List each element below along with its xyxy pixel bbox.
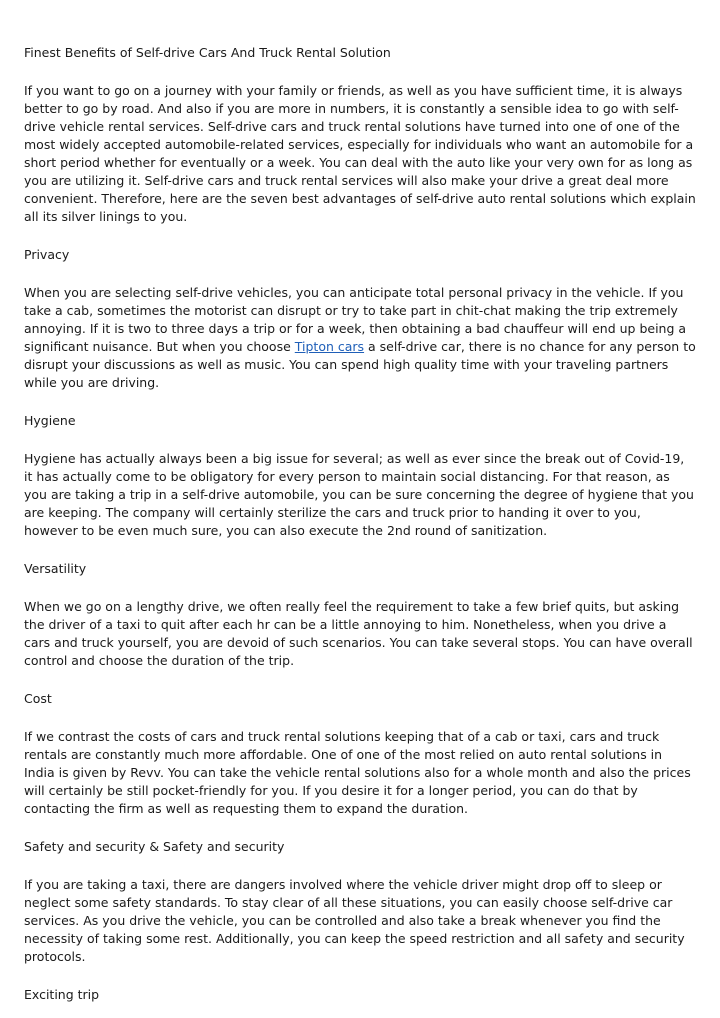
intro-paragraph: If you want to go on a journey with your family or friends, as well as you have sufficient time, it is always better to go by road. And also if you are more in numbers, it is constantly a sensible idea to go with self-drive vehicle rental services. Self-drive cars and truck rental solutions have turned into one of one of the most widely accepted automobile-related services, especially for individuals who want an automobile for a short period whether for eventually or a week. You can deal with the auto like your very own for as long as you are utilizing it. Self-drive cars and truck rental services will also make your drive a great deal more convenient. Therefore, here are the seven best advantages of self-drive auto rental solutions which explain all its silver linings to you. — [24, 83, 696, 224]
section-heading-hygiene: Hygiene — [24, 413, 76, 428]
document-title: Finest Benefits of Self-drive Cars And Truck Rental Solution — [24, 45, 391, 60]
section-heading-privacy: Privacy — [24, 247, 70, 262]
section-heading-safety: Safety and security & Safety and security — [24, 839, 285, 854]
privacy-text-before-link: When you are selecting self-drive vehicles, you can anticipate total personal privacy in the vehicle. If you take a cab, sometimes the motorist can disrupt or try to take part in chit-chat making the trip extremely annoying. If it is two to three days a trip or for a week, then obtaining a bad chauffeur will end up being a significant nuisance. But when you choose — [24, 285, 687, 354]
section-heading-cost: Cost — [24, 691, 52, 706]
safety-paragraph: If you are taking a taxi, there are dangers involved where the vehicle driver might drop off to sleep or neglect some safety standards. To stay clear of all these situations, you can easily choose self-drive car services. As you drive the vehicle, you can be controlled and also take a break whenever you find the necessity of taking some rest. Additionally, you can keep the speed restriction and all safety and security protocols. — [24, 877, 685, 964]
section-heading-versatility: Versatility — [24, 561, 87, 576]
tipton-cars-link[interactable]: Tipton cars — [294, 339, 365, 354]
hygiene-paragraph: Hygiene has actually always been a big issue for several; as well as ever since the break out of Covid-19, it has actually come to be obligatory for every person to maintain social distancing. For that reason, as you are taking a trip in a self-drive automobile, you can be sure concerning the degree of hygiene that you are keeping. The company will certainly sterilize the cars and truck prior to handing it over to you, however to be even much sure, you can also execute the 2nd round of sanitization. — [24, 451, 694, 538]
privacy-paragraph — [24, 284, 696, 392]
versatility-paragraph: When we go on a lengthy drive, we often really feel the requirement to take a few brief quits, but asking the driver of a taxi to quit after each hr can be a little annoying to him. Nonetheless, when you drive a cars and truck yourself, you are devoid of such scenarios. You can take several stops. You can have overall control and choose the duration of the trip. — [24, 599, 693, 668]
privacy-text-after-link: a self-drive car, there is no chance for any person to disrupt your discussions as well as music. You can spend high quality time with your traveling partners while you are driving. — [24, 339, 696, 390]
cost-paragraph: If we contrast the costs of cars and truck rental solutions keeping that of a cab or taxi, cars and truck rentals are constantly much more affordable. One of one of the most relied on auto rental solutions in India is given by Revv. You can take the vehicle rental solutions also for a whole month and also the prices will certainly be still pocket-friendly for you. If you desire it for a longer period, you can do that by contacting the firm as well as requesting them to expand the duration. — [24, 729, 691, 816]
section-heading-exciting-trip: Exciting trip — [24, 987, 100, 1002]
